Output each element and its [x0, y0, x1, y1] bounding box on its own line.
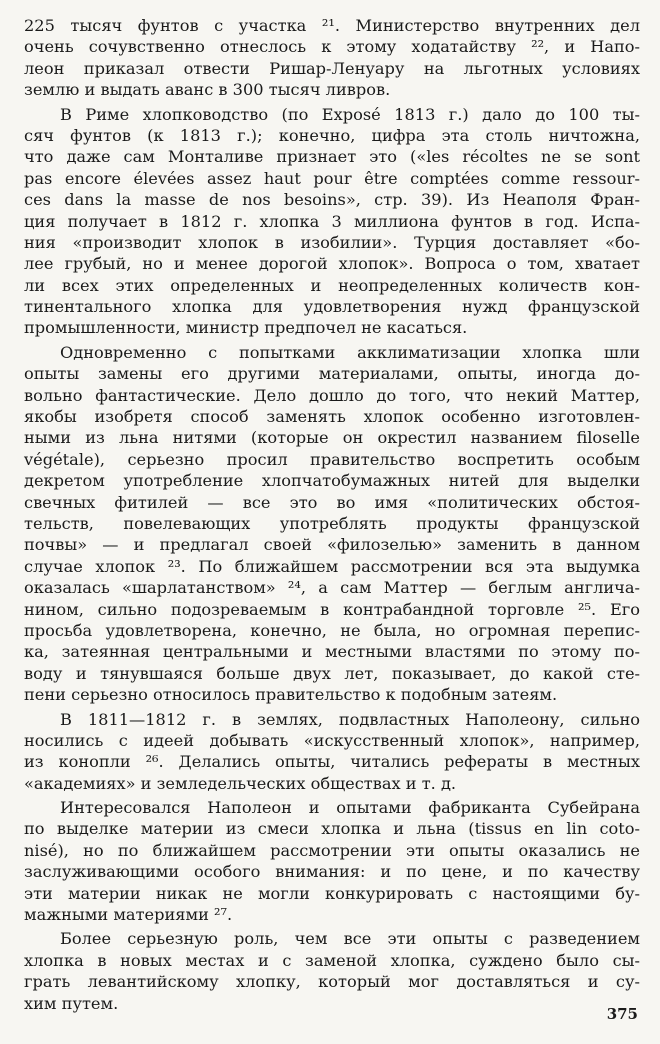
text-line: очень сочувственно отнеслось к этому ходатайству ²², и Напо-: [24, 37, 640, 57]
text-line: землю и выдать аванс в 300 тысяч ливров.: [24, 80, 391, 100]
paragraph: [24, 709, 640, 795]
text-line: мажными материями ²⁷.: [24, 905, 233, 925]
text-line: В 1811—1812 г. в землях, подвластных Наполеону, сильно: [60, 709, 640, 729]
text-line: опыты замены его другими материалами, опыты, иногда до-: [24, 364, 640, 384]
text-line: из конопли ²⁶. Делались опыты, читались рефераты в местных: [24, 752, 640, 772]
text-line: по выделке материи из смеси хлопка и льна (tissus en lin coto-: [24, 819, 640, 839]
text-line: ния «производит хлопок в изобилии». Турция доставляет «бо-: [24, 232, 640, 252]
paragraph: [24, 342, 640, 706]
text-line: леон приказал отвести Ришар-Ленуару на льготных условиях: [24, 58, 640, 78]
text-line: ными из льна нитями (которые он окрестил названием filoselle: [24, 428, 640, 448]
text-line: хлопка в новых местах и с заменой хлопка, суждено было сы-: [24, 950, 640, 970]
text-line: végétale), серьезно просил правительство воспретить особым: [24, 449, 640, 469]
text-line: ка, затеянная центральными и местными властями по этому по-: [24, 642, 640, 662]
text-line: тельств, повелевающих употреблять продукты французской: [24, 513, 640, 533]
text-line: промышленности, министр предпочел не касаться.: [24, 318, 468, 338]
text-line: nisé), но по ближайшем рассмотрении эти опыты оказались не: [24, 840, 640, 860]
page-number: 375: [606, 1005, 638, 1023]
text-line: декретом употребление хлопчатобумажных нитей для выделки: [24, 471, 640, 491]
body-text: [24, 15, 640, 1014]
text-line: почвы» — и предлагал своей «филозелью» заменить в данном: [24, 535, 640, 555]
text-line: что даже сам Монталиве признает это («les récoltes ne se sont: [24, 147, 640, 167]
text-line: ция получает в 1812 г. хлопка 3 миллиона фунтов в год. Испа-: [24, 211, 640, 231]
paragraph: [24, 797, 640, 925]
text-line: вольно фантастические. Дело дошло до того, что некий Маттер,: [24, 385, 640, 405]
text-line: свечных фитилей — все это во имя «политических обстоя-: [24, 492, 640, 512]
text-line: лее грубый, но и менее дорогой хлопок». Вопроса о том, хватает: [24, 254, 640, 274]
text-line: просьба удовлетворена, конечно, не была, но огромная перепис-: [24, 620, 640, 640]
text-line: ces dans la masse de nos besoins», стр. 39). Из Неаполя Фран-: [24, 190, 640, 210]
text-line: случае хлопок ²³. По ближайшем рассмотрении вся эта выдумка: [24, 556, 640, 576]
text-line: грать левантийскому хлопку, который мог доставляться и су-: [24, 972, 640, 992]
text-line: якобы изобретя способ заменять хлопок особенно изготовлен-: [24, 407, 640, 427]
paragraph: [24, 928, 640, 1014]
text-line: 225 тысяч фунтов с участка ²¹. Министерство внутренних дел: [24, 16, 640, 35]
text-line: заслуживающими особого внимания: и по цене, и по качеству: [24, 862, 640, 882]
text-line: pas encore élevées assez haut pour être comptées comme ressour-: [24, 168, 640, 188]
text-line: сяч фунтов (к 1813 г.); конечно, цифра эта столь ничтожна,: [24, 125, 640, 145]
text-line: В Риме хлопководство (по Exposé 1813 г.) дало до 100 ты-: [60, 104, 640, 124]
text-line: Более серьезную роль, чем все эти опыты с разведением: [60, 929, 640, 949]
text-line: Одновременно с попытками акклиматизации хлопка шли: [60, 342, 640, 362]
text-line: хим путем.: [24, 993, 119, 1013]
text-line: носились с идеей добывать «искусственный хлопок», например,: [24, 730, 640, 750]
text-line: «академиях» и земледельческих обществах и т. д.: [24, 773, 457, 793]
text-line: нином, сильно подозреваемым в контрабандной торговле ²⁵. Его: [24, 599, 640, 619]
text-line: воду и тянувшаяся больше двух лет, показывает, до какой сте-: [24, 663, 640, 683]
paragraph: [24, 15, 640, 101]
text-line: эти материи никак не могли конкурировать с настоящими бу-: [24, 883, 640, 903]
paragraph: [24, 104, 640, 339]
text-line: Интересовался Наполеон и опытами фабриканта Субейрана: [60, 798, 640, 818]
text-line: тинентального хлопка для удовлетворения нужд французской: [24, 297, 640, 317]
text-line: оказалась «шарлатанством» ²⁴, а сам Маттер — беглым англича-: [24, 578, 640, 598]
text-line: ли всех этих определенных и неопределенных количеств кон-: [24, 275, 640, 295]
text-line: пени серьезно относилось правительство к подобным затеям.: [24, 685, 558, 705]
